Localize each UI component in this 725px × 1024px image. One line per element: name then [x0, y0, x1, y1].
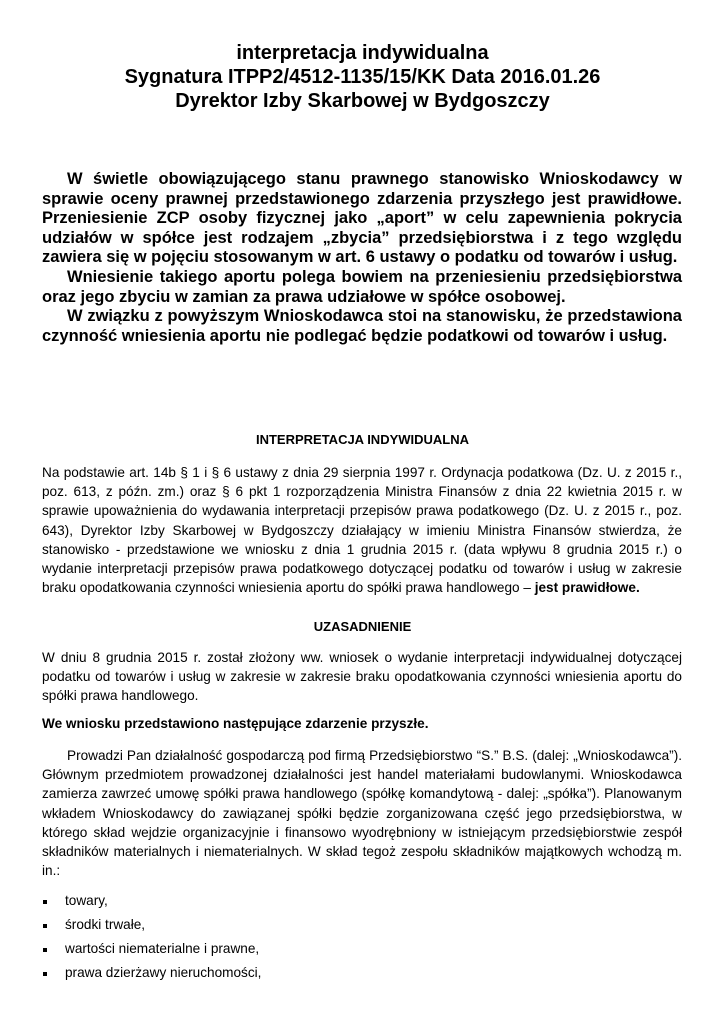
list-item: [42, 916, 682, 940]
bullet-marker: [43, 924, 47, 928]
document-header: [0, 41, 725, 113]
document-type-title: interpretacja indywidualna: [236, 42, 489, 64]
list-item-text: środki trwałe,: [65, 917, 146, 932]
list-item: [42, 940, 682, 964]
justification-heading: UZASADNIENIE: [313, 619, 412, 634]
event-heading: We wniosku przedstawiono następujące zdarzenie przyszłe.: [42, 716, 429, 731]
interpretation-verdict: jest prawidłowe.: [534, 580, 640, 596]
summary-paragraph: Wniesienie takiego aportu polega bowiem na przeniesieniu przedsiębiorstwa oraz jego zbyciu w zamian za prawa udziałowe w spółce osobowej.: [42, 267, 682, 306]
summary-paragraph: W świetle obowiązującego stanu prawnego stanowisko Wnioskodawcy w sprawie oceny prawnej przedstawionego zdarzenia przyszłego jest prawidłowe. Przeniesienie ZCP osoby fizycznej jako „aport” w celu zapewnienia pokrycia udziałów w spółce jest rodzajem „zbycia” przedsiębiorstwa i z tego względu zawiera się w pojęciu stosowanym w art. 6 ustawy o podatku od towarów i usług.: [42, 170, 682, 267]
bullet-marker: [43, 900, 47, 904]
components-list: [42, 892, 682, 988]
list-item-text: towary,: [65, 893, 108, 908]
event-paragraph: Prowadzi Pan działalność gospodarczą pod firmą Przedsiębiorstwo “S.” B.S. (dalej: „Wnioskodawca”). Głównym przedmiotem prowadzonej działalności jest handel materiałami budowlanymi. Wnioskodawca zamierza zawrzeć umowę spółki prawa handlowego (spółkę komandytową - dalej: „spółka”). Planowanym wkładem Wnioskodawcy do zawiązanej spółki będzie zorganizowana część jego przedsiębiorstwa, w którego skład wejdzie organizacyjnie i finansowo wyodrębniony w istniejącym przedsiębiorstwie zespół składników materialnych i niematerialnych. W skład tegoż zespołu składników majątkowych wchodzą m. in.:: [42, 748, 682, 879]
bullet-marker: [43, 972, 47, 976]
list-item: [42, 964, 682, 988]
list-item-text: prawa dzierżawy nieruchomości,: [65, 965, 262, 980]
list-item-text: wartości niematerialne i prawne,: [65, 941, 260, 956]
justification-section: [42, 648, 682, 706]
interpretation-heading: INTERPRETACJA INDYWIDUALNA: [255, 432, 470, 447]
list-item: [42, 892, 682, 916]
issuing-authority: Dyrektor Izby Skarbowej w Bydgoszczy: [175, 90, 550, 112]
event-section: [42, 746, 682, 880]
interpretation-text: Na podstawie art. 14b § 1 i § 6 ustawy z dnia 29 sierpnia 1997 r. Ordynacja podatkowa (Dz. U. z 2015 r., poz. 613, z późn. zm.) oraz § 6 pkt 1 rozporządzenia Ministra Finansów z dnia 22 kwietnia 2015 r. w sprawie upoważnienia do wydawania interpretacji przepisów prawa podatkowego (Dz. U. z 2015 r., poz. 643), Dyrektor Izby Skarbowej w Bydgoszczy działający w imieniu Ministra Finansów stwierdza, że stanowisko - przedstawione we wniosku z dnia 1 grudnia 2015 r. (data wpływu 8 grudnia 2015 r.) o wydanie interpretacji przepisów prawa podatkowego dotyczącej podatku od towarów i usług w zakresie braku opodatkowania czynności wniesienia aportu do spółki prawa handlowego –: [42, 465, 682, 596]
document-signature-line: Sygnatura ITPP2/4512-1135/15/KK Data 2016.01.26: [124, 66, 601, 88]
bullet-marker: [43, 948, 47, 952]
interpretation-section: [42, 463, 682, 597]
summary-paragraph: W związku z powyższym Wnioskodawca stoi na stanowisku, że przedstawiona czynność wniesienia aportu nie podlegać będzie podatkowi od towarów i usług.: [42, 307, 682, 345]
justification-paragraph: W dniu 8 grudnia 2015 r. został złożony ww. wniosek o wydanie interpretacji indywidualnej dotyczącej podatku od towarów i usług w zakresie w zakresie braku opodatkowania czynności wniesienia aportu do spółki prawa handlowego.: [42, 650, 682, 704]
summary-section: [42, 170, 682, 346]
interpretation-paragraph: [42, 463, 682, 597]
